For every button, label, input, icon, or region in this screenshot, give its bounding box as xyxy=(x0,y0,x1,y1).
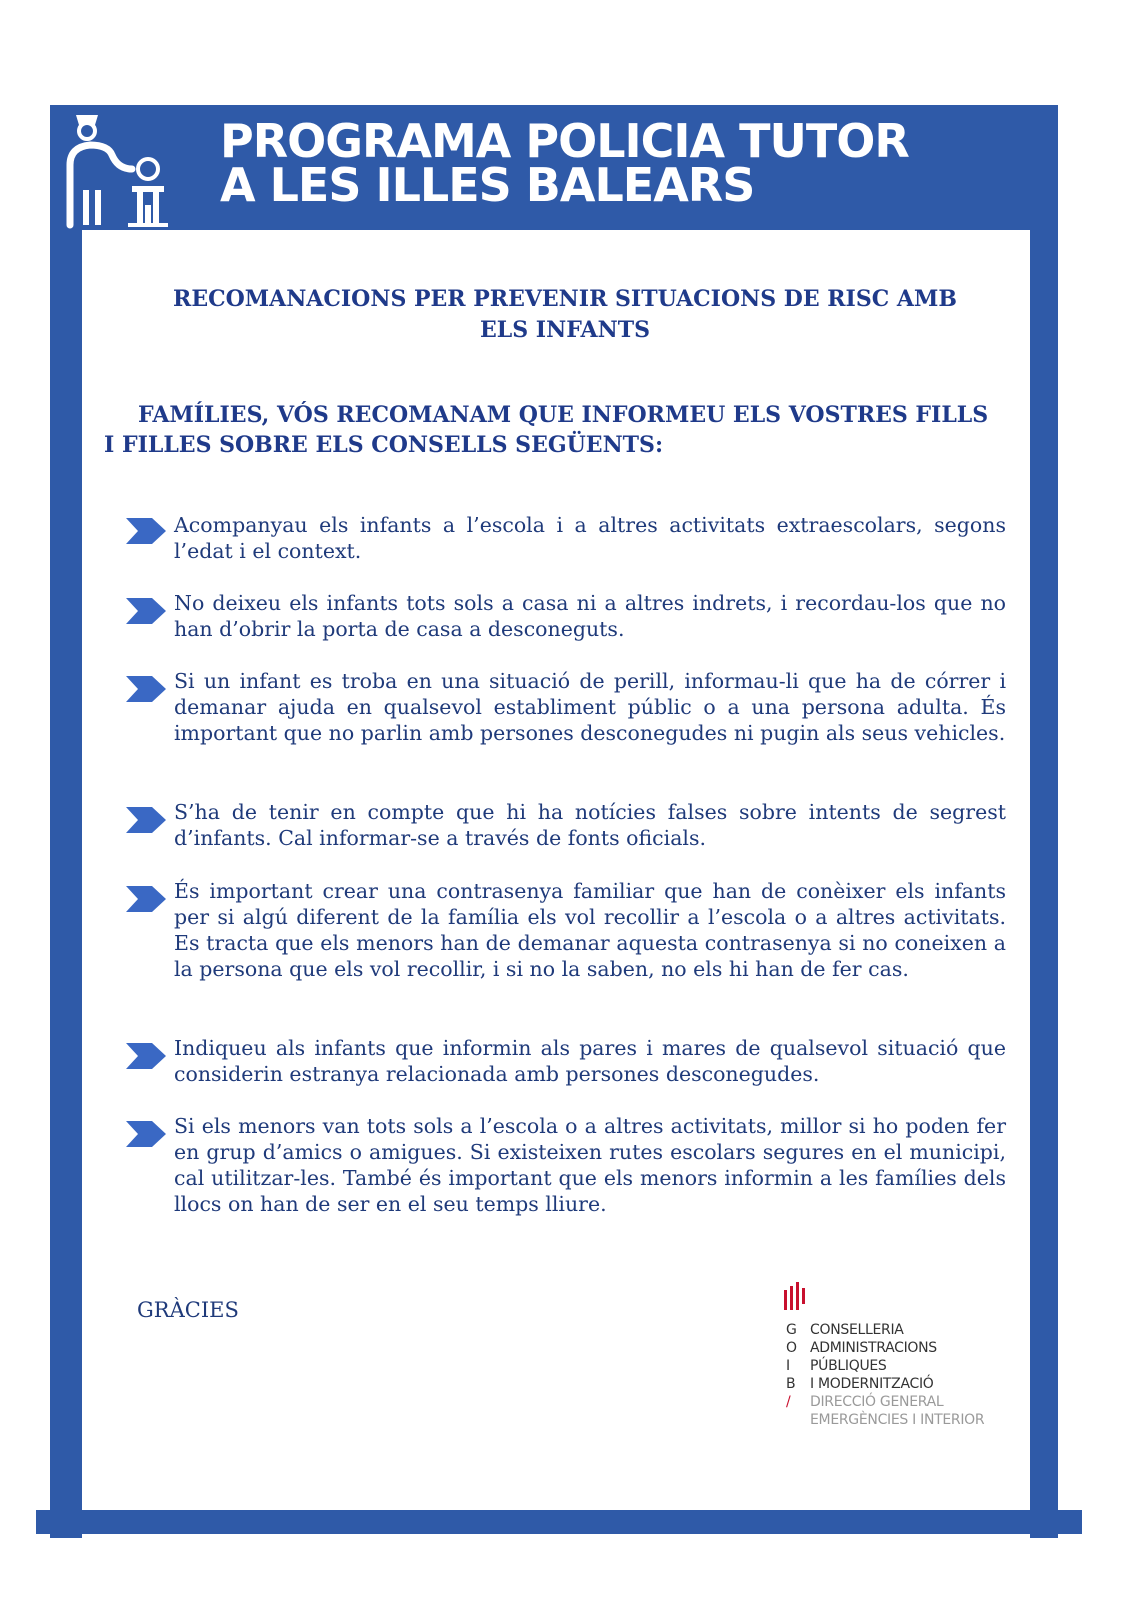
goib-letter: I xyxy=(786,1358,791,1374)
goib-logo-block xyxy=(782,1280,1012,1430)
goib-line: CONSELLERIA xyxy=(810,1322,904,1338)
chevron-bullet-icon xyxy=(124,1039,168,1073)
chevron-bullet-icon xyxy=(124,882,168,916)
intro-heading xyxy=(104,400,1014,460)
banner-title-line2: A LES ILLES BALEARS xyxy=(220,158,755,212)
chevron-bullet-icon xyxy=(124,672,168,706)
chevron-bullet-icon xyxy=(124,514,168,548)
banner-title-line1: PROGRAMA POLICIA TUTOR xyxy=(220,114,909,168)
tip-text: Si un infant es troba en una situació de perill, informau-li que ha de córrer i demanar ajuda en qualsevol establiment públic o a una persona adulta. És important que no parlin amb persones desconegudes ni pugin als seus vehicles. xyxy=(174,669,1006,745)
page-title xyxy=(90,284,1040,346)
intro-heading-line1: FAMÍLIES, VÓS RECOMANAM QUE INFORMEU ELS VOSTRES FILLS xyxy=(138,402,989,428)
goib-letter: O xyxy=(786,1340,798,1356)
page-title-line2: ELS INFANTS xyxy=(480,317,650,343)
intro-heading-line2: I FILLES SOBRE ELS CONSELLS SEGÜENTS: xyxy=(104,432,664,458)
tip-text: Indiqueu als infants que informin als pares i mares de qualsevol situació que considerin estranya relacionada amb persones desconegudes. xyxy=(174,1036,1006,1086)
tip-text: No deixeu els infants tots sols a casa ni a altres indrets, i recordau-los que no han d’obrir la porta de casa a desconeguts. xyxy=(174,591,1006,641)
tip-text: És important crear una contrasenya familiar que han de conèixer els infants per si algú diferent de la família els vol recollir a l’escola o a altres activitats. Es tracta que els menors han de demanar aquesta contrasenya si no coneixen a la persona que els vol recollir, i si no la saben, no els hi han de fer cas. xyxy=(174,879,1006,981)
goib-line: I MODERNITZACIÓ xyxy=(810,1376,934,1392)
goib-line: EMERGÈNCIES I INTERIOR xyxy=(810,1412,985,1428)
banner-title xyxy=(220,114,909,212)
goib-line: DIRECCIÓ GENERAL xyxy=(810,1394,944,1410)
chevron-bullet-icon xyxy=(124,594,168,628)
goib-letter: G xyxy=(786,1322,797,1338)
frame-left-border xyxy=(50,228,82,1538)
tip-text: S’ha de tenir en compte que hi ha notícies falses sobre intents de segrest d’infants. Cal informar-se a través de fonts oficials. xyxy=(174,800,1006,850)
header-banner xyxy=(50,105,1058,230)
closing-text: GRÀCIES xyxy=(137,1298,239,1322)
tip-text: Acompanyau els infants a l’escola i a altres activitats extraescolars, segons l’edat i el context. xyxy=(174,513,1006,563)
goib-letter: B xyxy=(786,1376,796,1392)
goib-slash: / xyxy=(786,1394,791,1410)
frame-bottom-border xyxy=(36,1510,1082,1534)
goib-line: ADMINISTRACIONS xyxy=(810,1340,937,1356)
goib-coat-of-arms-icon xyxy=(782,1280,808,1312)
page-title-line1: RECOMANACIONS PER PREVENIR SITUACIONS DE RISC AMB xyxy=(173,286,957,312)
police-tutor-child-icon xyxy=(50,105,178,230)
frame-right-border xyxy=(1030,228,1058,1538)
chevron-bullet-icon xyxy=(124,1117,168,1151)
tip-text: Si els menors van tots sols a l’escola o a altres activitats, millor si ho poden fer en grup d’amics o amigues. Si existeixen rutes escolars segures en el municipi, cal utilitzar-les. També és important que els menors informin a les famílies dels llocs on han de ser en el seu temps lliure. xyxy=(174,1114,1006,1216)
chevron-bullet-icon xyxy=(124,803,168,837)
goib-line: PÚBLIQUES xyxy=(810,1358,887,1374)
